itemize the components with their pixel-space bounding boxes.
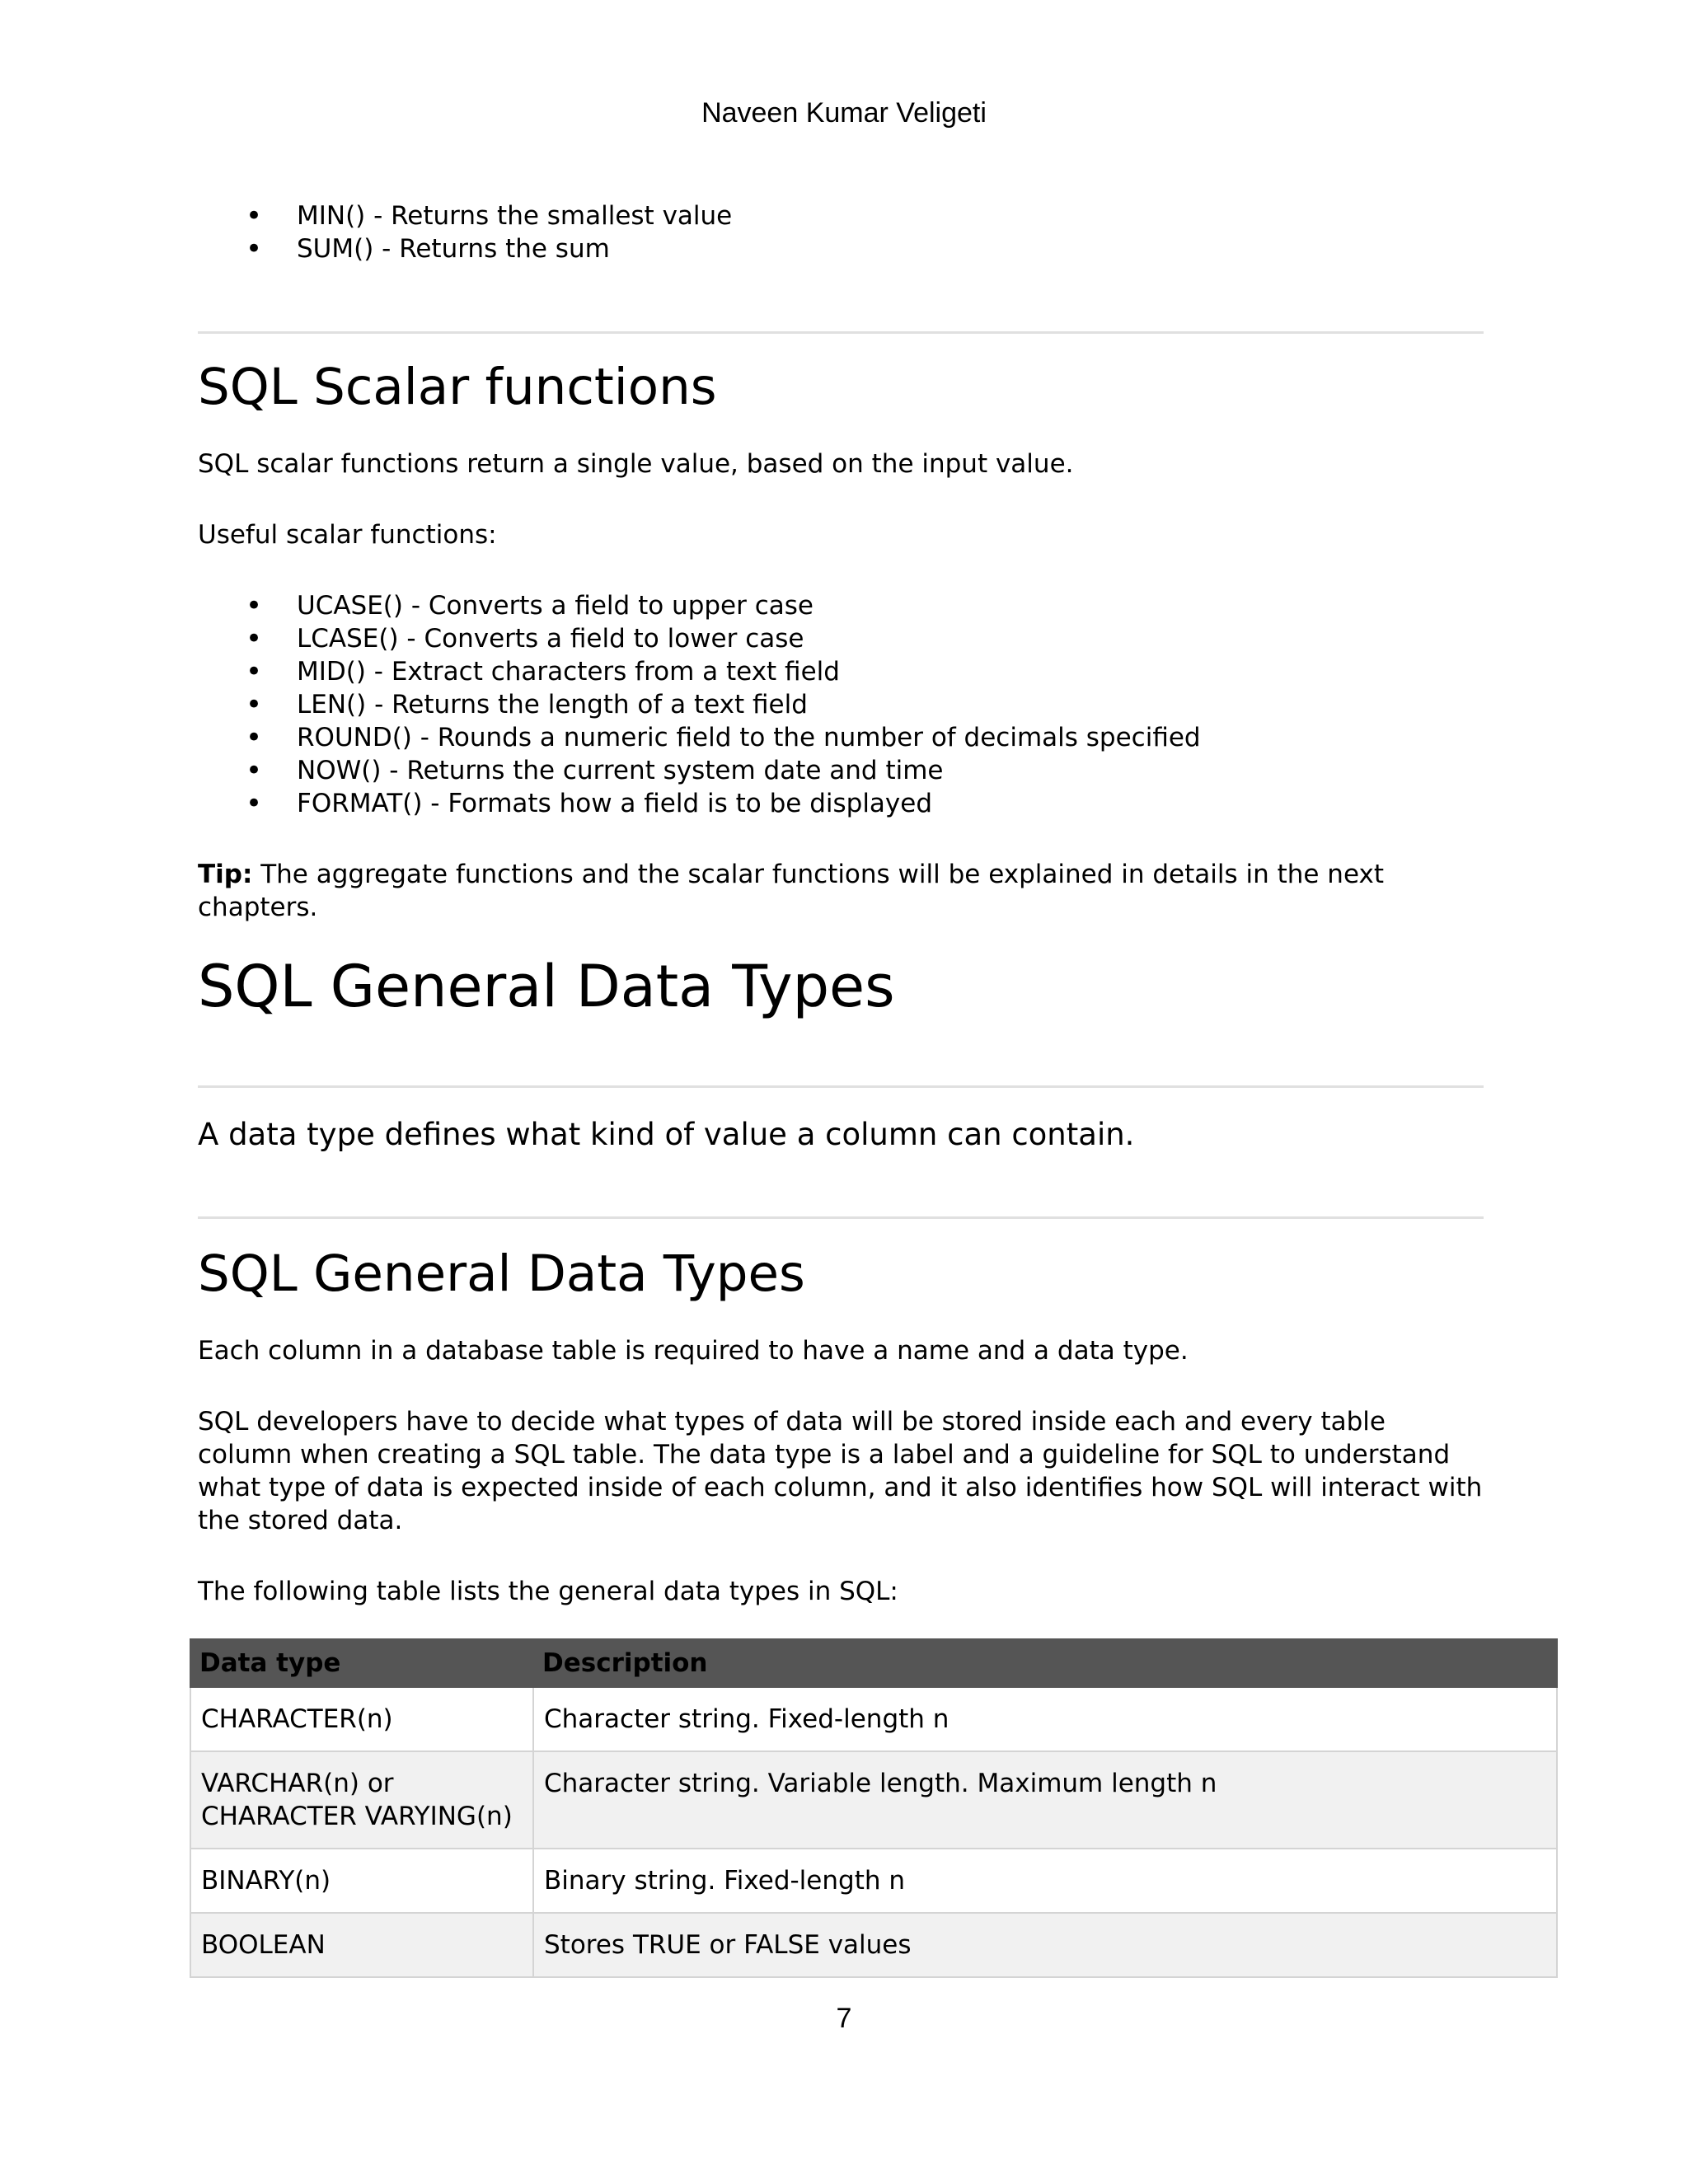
list-item: • MIN() - Returns the smallest value [297,199,1484,232]
cell-data-type-line: CHARACTER VARYING(n) [201,1802,513,1831]
list-item: • LEN() - Returns the length of a text field [297,688,1484,721]
list-item: • NOW() - Returns the current system date and time [297,754,1484,787]
list-item: • ROUND() - Rounds a numeric field to the number of decimals specified [297,721,1484,754]
column-header-data-type: Data type [190,1639,533,1687]
divider [198,1085,1484,1088]
cell-data-type-line: VARCHAR(n) or [201,1769,394,1798]
list-item: • MID() - Extract characters from a text field [297,655,1484,688]
table-header-row [190,1639,1557,1687]
page-content [198,190,1484,1608]
cell-description: Binary string. Fixed-length n [533,1849,1557,1913]
page-number: 7 [836,2003,852,2034]
cell-description: Character string. Variable length. Maximum length n [533,1751,1557,1849]
aggregate-functions-list [198,199,1484,265]
tip-text: The aggregate functions and the scalar functions will be explained in details in the next chapters. [198,860,1384,922]
scalar-functions-heading: SQL Scalar functions [198,358,717,416]
data-types-sub-heading: SQL General Data Types [198,1244,805,1303]
table-row [190,1751,1557,1849]
list-item: • FORMAT() - Formats how a field is to be displayed [297,787,1484,820]
cell-description: Stores TRUE or FALSE values [533,1913,1557,1977]
divider [198,331,1484,334]
cell-data-type [190,1751,533,1849]
data-type-definition: A data type defines what kind of value a column can contain. [198,1117,1135,1152]
list-item: • UCASE() - Converts a field to upper case [297,589,1484,622]
cell-data-type: CHARACTER(n) [190,1687,533,1751]
table-row [190,1913,1557,1977]
data-types-main-heading: SQL General Data Types [198,953,895,1020]
data-types-para-2: SQL developers have to decide what types of data will be stored inside each and every table column when creating a SQL table. The data type is a label and a guideline for SQL to understand what type of data is expected inside of each column, and it also identifies how SQL will interact with the stored data. [198,1407,1483,1535]
data-types-para-3: The following table lists the general data types in SQL: [198,1577,898,1606]
column-header-description: Description [533,1639,1557,1687]
running-header: Naveen Kumar Veligeti [701,97,987,129]
data-types-para-1: Each column in a database table is required to have a name and a data type. [198,1336,1189,1366]
scalar-functions-list [198,589,1484,820]
table-row [190,1687,1557,1751]
tip-label: Tip: [198,860,253,889]
list-item: • SUM() - Returns the sum [297,232,1484,265]
cell-data-type: BINARY(n) [190,1849,533,1913]
cell-data-type: BOOLEAN [190,1913,533,1977]
tip-paragraph [198,858,1484,924]
divider [198,1216,1484,1219]
data-types-table [190,1638,1558,1978]
scalar-intro: SQL scalar functions return a single value, based on the input value. [198,449,1074,479]
table-row [190,1849,1557,1913]
cell-description: Character string. Fixed-length n [533,1687,1557,1751]
scalar-list-label: Useful scalar functions: [198,520,497,550]
list-item: • LCASE() - Converts a field to lower case [297,622,1484,655]
